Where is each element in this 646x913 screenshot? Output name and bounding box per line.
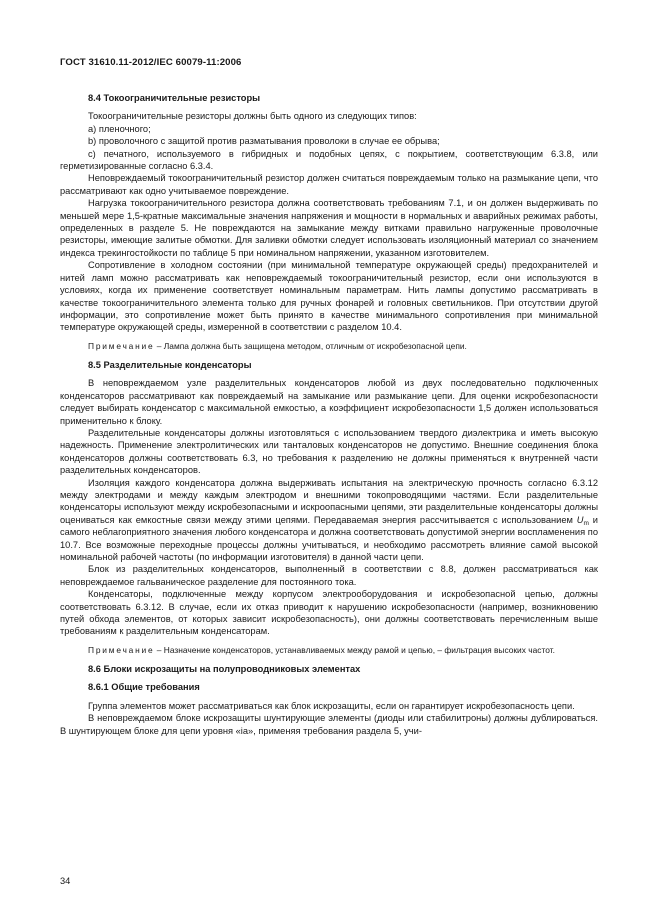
list-item: с) печатного, используемого в гибридных и подобных цепях, с покрытием, соответствующим 6.3.8, или герметизированные согласно 6.3.4. bbox=[60, 148, 598, 172]
symbol-subscript: m bbox=[583, 519, 589, 527]
paragraph: Разделительные конденсаторы должны изготовляться с использованием твердого диэлектрика и иметь высокую надежность. Применение электролитических или танталовых конденсаторов не допустимо. Внешние соединения блока конденсаторов должны соответствовать 6.3, но требования к разделению не должны применяться к внутренней части разделительных конденсаторов. bbox=[60, 427, 598, 476]
paragraph: Сопротивление в холодном состоянии (при минимальной температуре окружающей среды) предохранителей и нитей ламп можно рассматривать как неповреждаемый токоограничительный резистор, если они используются в условиях, когда их применение соответствует номинальным параметрам. Нить лампы допустимо рассматривать в качестве токоограничительного элемента только для ручных фонарей и головных светильников. При отсутствии другой информации, это сопротивление может быть принято в качестве минимального сопротивления при минимальной температуре окружающей среды, измеренной в соответствии с разделом 10.4. bbox=[60, 260, 598, 333]
paragraph: В неповреждаемом блоке искрозащиты шунтирующие элементы (диоды или стабилитроны) должны дублироваться. В шунтирующем блоке для цепи уровня «ia», применяя требования раздела 5, учи- bbox=[60, 713, 598, 736]
paragraph: Нагрузка токоограничительного резистора должна соответствовать требованиям 7.1, и он должен выдерживать по меньшей мере 1,5-кратные максимальные значения напряжения и мощности в нормальных и аварийных режимах работы, определенных в разделе 5. Не повреждаются на замыкание между витками правильно нагруженные проволочные резисторы, имеющие залитые обмотки. Для заливки обмотки следует использовать изоляционный материал со значением индекса трекингостойкости по таблице 5 при номинальном напряжении, указанном изготовителем. bbox=[60, 198, 598, 258]
paragraph: Блок из разделительных конденсаторов, выполненный в соответствии с 8.8, должен рассматриваться как неповреждаемое гальваническое разделение для постоянного тока. bbox=[60, 564, 598, 587]
note-label: Примечание bbox=[88, 644, 155, 655]
symbol-u: U bbox=[576, 514, 584, 525]
text-run: и самого неблагоприятного значения любого конденсатора и должна соответствовать допустимой энергии воспламенения по 10.7. Все возможные переходные процессы должны учитываться, и необходимо рассмотреть влияние самой высокой номинальной рабочей частоты (по информации изготовителя) в данной части цепи. bbox=[60, 514, 599, 563]
note-label: Примечание bbox=[88, 340, 155, 351]
section-heading-8-6: 8.6 Блоки искрозащиты на полупроводниковых элементах bbox=[88, 664, 361, 675]
paragraph bbox=[60, 477, 598, 564]
list-item: b) проволочного с защитой против разматывания проволоки в случае ее обрыва; bbox=[88, 136, 440, 147]
page-number: 34 bbox=[60, 876, 71, 886]
note-text: – Лампа должна быть защищена методом, отличным от искробезопасной цепи. bbox=[154, 340, 467, 351]
section-heading-8-4: 8.4 Токоограничительные резисторы bbox=[88, 93, 261, 103]
text-run: Изоляция каждого конденсатора должна выдерживать испытания на электрическую прочность согласно 6.3.12 между электродами и между каждым электродом и внешними токопроводящими частями. Если разделительные конденсаторы используют между искробезопасными и искроопасными цепями, эти разделительные конденсаторы должны оцениваться как емкостные связи между этими цепями. Передаваемая энергия рассчитывается с использованием bbox=[60, 477, 598, 525]
subsection-heading-8-6-1: 8.6.1 Общие требования bbox=[88, 682, 200, 693]
paragraph: Конденсаторы, подключенные между корпусом электрооборудования и искробезопасной цепью, должны соответствовать 6.3.12. В случае, если их отказ приводит к нарушению искробезопасности (например, возникновению путей обхода элементов, от которых зависит искробезопасность), они должны соответствовать перечисленным выше требованиям к разделительным конденсаторам. bbox=[60, 589, 598, 637]
note bbox=[60, 645, 598, 656]
paragraph: Группа элементов может рассматриваться как блок искрозащиты, если он гарантирует искробезопасность цепи. bbox=[88, 700, 575, 711]
list-item: а) пленочного; bbox=[88, 123, 151, 134]
note-text: – Назначение конденсаторов, устанавливаемых между рамой и цепью, – фильтрация высоких частот. bbox=[154, 644, 555, 655]
paragraph: В неповреждаемом узле разделительных конденсаторов любой из двух последовательно подключенных конденсаторов рассматривают как повреждаемый на замыкание или размыкание цепи. Для оценки искробезопасности следует выбирать конденсатор с максимальной емкостью, а коэффициент искробезопасности 1,5 должен использоваться применительно к блоку. bbox=[60, 378, 598, 426]
paragraph: Токоограничительные резисторы должны быть одного из следующих типов: bbox=[88, 111, 417, 122]
page-content bbox=[60, 92, 598, 737]
paragraph: Неповреждаемый токоограничительный резистор должен считаться повреждаемым только на размыкание цепи, что рассматривают как одно учитываемое повреждение. bbox=[60, 173, 598, 196]
document-header: ГОСТ 31610.11-2012/IEC 60079-11:2006 bbox=[60, 57, 242, 68]
section-heading-8-5: 8.5 Разделительные конденсаторы bbox=[88, 359, 252, 370]
note bbox=[60, 341, 598, 352]
